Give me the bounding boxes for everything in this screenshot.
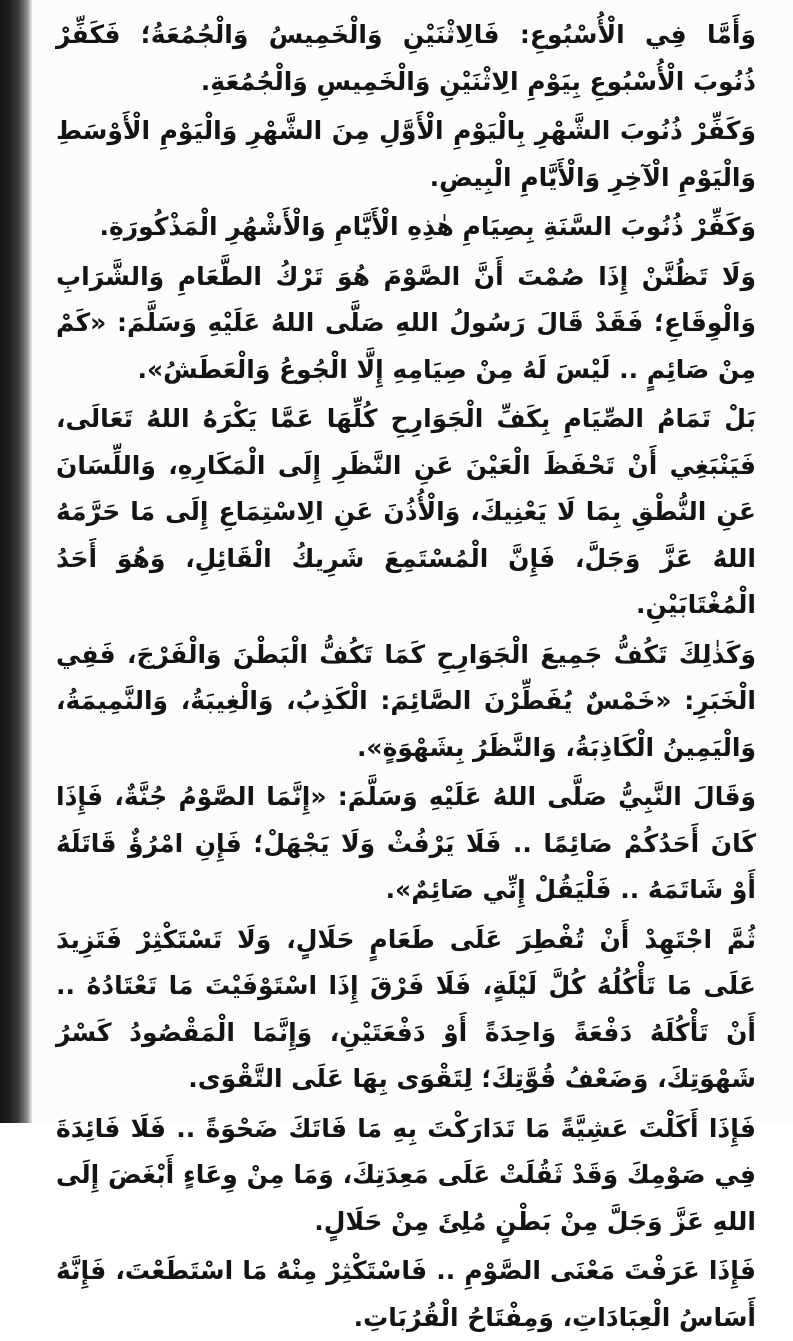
paragraph-overeating: فَإِذَا أَكَلْتَ عَشِيَّةً مَا تَدَارَكْتَ بِهِ مَا فَاتَكَ ضَحْوَةً .. فَلَا فَائِدَةَ فِي صَوْمِكَ وَقَدْ ثَقُلَتْ عَلَى مَعِدَتِكَ، وَمَا مِنْ وِعَاءٍ أَبْغَضَ إِلَى اللهِ عَزَّ وَجَلَّ مِنْ بَطْنٍ مُلِئَ مِنْ حَلَالٍ. bbox=[56, 1113, 756, 1236]
paragraph-yearly-fasting: وَكَفِّرْ ذُنُوبَ السَّنَةِ بِصِيَامِ هٰذِهِ الْأَيَّامِ وَالْأَشْهُرِ الْمَذْكُورَةِ. bbox=[99, 212, 756, 241]
paragraph-weekly-fasting: وَأَمَّا فِي الْأُسْبُوعِ: فَالِاثْنَيْنِ وَالْخَمِيسُ وَالْجُمُعَةُ؛ فَكَفِّرْ ذُنُوبَ الْأُسْبُوعِ بِيَوْمِ الِاثْنَيْنِ وَالْخَمِيسِ وَالْجُمُعَةِ. bbox=[56, 20, 756, 96]
paragraph-fasting-shield-hadith: وَقَالَ النَّبِيُّ صَلَّى اللهُ عَلَيْهِ وَسَلَّمَ: «إِنَّمَا الصَّوْمُ جُنَّةٌ، فَإِذَا كَانَ أَحَدُكُمْ صَائِمًا .. فَلَا يَرْفُثْ وَلَا يَجْهَلْ؛ فَإِنِ امْرُؤٌ قَاتَلَهُ أَوْ شَاتَمَهُ .. فَلْيَقُلْ إِنِّي صَائِمٌ». bbox=[56, 782, 756, 904]
paragraph-guarding-limbs: بَلْ تَمَامُ الصِّيَامِ بِكَفِّ الْجَوَارِحِ كُلِّهَا عَمَّا يَكْرَهُ اللهُ تَعَالَى، فَيَنْبَغِي أَنْ تَحْفَظَ الْعَيْنَ عَنِ النَّظَرِ إِلَى الْمَكَارِهِ، وَاللِّسَانَ عَنِ النُّطْقِ بِمَا لَا يَعْنِيكَ، وَالْأُذُنَ عَنِ الِاسْتِمَاعِ إِلَى مَا حَرَّمَهُ اللهُ عَزَّ وَجَلَّ، فَإِنَّ الْمُسْتَمِعَ شَرِيكُ الْقَائِلِ، وَهُوَ أَحَدُ الْمُغْتَابَيْنِ. bbox=[56, 404, 756, 619]
arabic-text-body bbox=[56, 12, 756, 1341]
paragraph-fasting-meaning: وَلَا تَظُنَّنْ إِذَا صُمْتَ أَنَّ الصَّوْمَ هُوَ تَرْكُ الطَّعَامِ وَالشَّرَابِ وَالْوِقَاعِ؛ فَقَدْ قَالَ رَسُولُ اللهِ صَلَّى اللهُ عَلَيْهِ وَسَلَّمَ: «كَمْ مِنْ صَائِمٍ .. لَيْسَ لَهُ مِنْ صِيَامِهِ إِلَّا الْجُوعُ وَالْعَطَشُ». bbox=[56, 261, 756, 384]
paragraph-monthly-fasting: وَكَفِّرْ ذُنُوبَ الشَّهْرِ بِالْيَوْمِ الْأَوَّلِ مِنَ الشَّهْرِ وَالْيَوْمِ الْأَوْسَطِ وَالْيَوْمِ الْآخِرِ وَالْأَيَّامِ الْبِيضِ. bbox=[56, 116, 756, 192]
book-binding-shadow bbox=[0, 0, 32, 1123]
paragraph-five-breakers: وَكَذٰلِكَ تَكُفُّ جَمِيعَ الْجَوَارِحِ كَمَا تَكُفُّ الْبَطْنَ وَالْفَرْجَ، فَفِي الْخَبَرِ: «خَمْسٌ يُفَطِّرْنَ الصَّائِمَ: الْكَذِبُ، وَالْغِيبَةُ، وَالنَّمِيمَةُ، وَالْيَمِينُ الْكَاذِبَةُ، وَالنَّظَرُ بِشَهْوَةٍ». bbox=[56, 639, 756, 762]
paragraph-conclusion: فَإِذَا عَرَفْتَ مَعْنَى الصَّوْمِ .. فَاسْتَكْثِرْ مِنْهُ مَا اسْتَطَعْتَ، فَإِنَّهُ أَسَاسُ الْعِبَادَاتِ، وَمِفْتَاحُ الْقُرُبَاتِ. bbox=[56, 1256, 756, 1332]
paragraph-halal-iftar: ثُمَّ اجْتَهِدْ أَنْ تُفْطِرَ عَلَى طَعَامٍ حَلَالٍ، وَلَا تَسْتَكْثِرْ فَتَزِيدَ عَلَى مَا تَأْكُلُهُ كُلَّ لَيْلَةٍ، فَلَا فَرْقَ إِذَا اسْتَوْفَيْتَ مَا تَعْتَادُهُ .. أَنْ تَأْكُلَهُ دَفْعَةً وَاحِدَةً أَوْ دَفْعَتَيْنِ، وَإِنَّمَا الْمَقْصُودُ كَسْرُ شَهْوَتِكَ، وَضَعْفُ قُوَّتِكَ؛ لِتَقْوَى بِهَا عَلَى التَّقْوَى. bbox=[56, 924, 756, 1093]
